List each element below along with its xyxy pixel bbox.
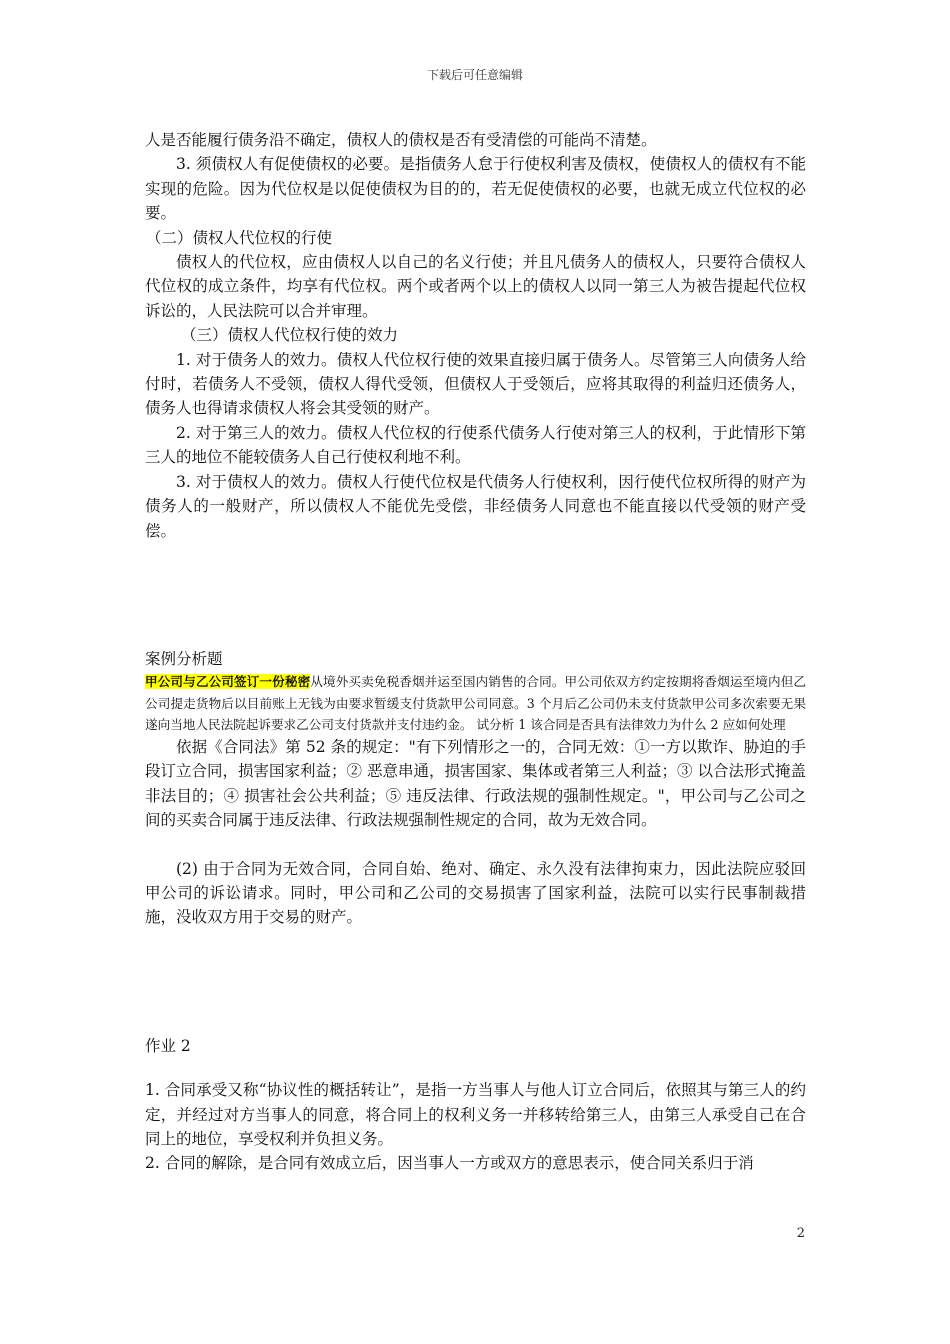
paragraph-exercise: 债权人的代位权，应由债权人以自己的名义行使；并且凡债务人的债权人，只要符合债权人代位权的成立条件，均享有代位权。两个或者两个以上的债权人以同一第三人为被告提起代位权诉讼的，人民法院可以合并审理。 (145, 253, 806, 320)
case-text: 从境外买卖免税香烟并运至国内销售的合同。甲公司依双方约定按期将香烟运至境内但乙公司提走货物后以目前账上无钱为由要求暂缓支付货款甲公司同意。3 个月后乙公司仍未支付货款甲公司多次索要无果遂向当地人民法院起诉要求乙公司支付货款并支付违约金。 试分析 1 该合同是否具有法律效力为什么 2 应如何处理 (145, 674, 807, 732)
section-heading-exercise: （二）债权人代位权的行使 (146, 228, 333, 247)
case-title: 案例分析题 (145, 649, 223, 668)
page-number: 2 (796, 1226, 805, 1241)
homework-title: 作业 2 (145, 1036, 191, 1055)
document-body (145, 128, 806, 1176)
paragraph-effect-third-party: 2. 对于第三人的效力。债权人代位权的行使系代债务人行使对第三人的权利，于此情形下第三人的地位不能较债务人自己行使权利地不利。 (145, 423, 806, 467)
case-highlight: 甲公司与乙公司签订一份秘密 (145, 674, 311, 690)
paragraph-continued: 人是否能履行债务沿不确定，债权人的债权是否有受清偿的可能尚不清楚。 (145, 131, 657, 149)
homework-item-2: 2. 合同的解除，是合同有效成立后，因当事人一方或双方的意思表示，使合同关系归于消 (145, 1154, 754, 1173)
section-heading-effect: （三）债权人代位权行使的效力 (181, 326, 399, 345)
case-description (145, 671, 806, 735)
paragraph-effect-debtor: 1. 对于债务人的效力。债权人代位权行使的效果直接归属于债务人。尽管第三人向债务人给付时，若债务人不受领，债权人得代受领，但债权人于受领后，应将其取得的利益归还债务人，债务人也得请求债权人将会其受领的财产。 (145, 350, 806, 418)
paragraph-effect-creditor: 3. 对于债权人的效力。债权人行使代位权是代债务人行使权利，因行使代位权所得的财产为债务人的一般财产，所以债权人不能优先受偿，非经债务人同意也不能直接以代受领的财产受偿。 (145, 472, 806, 540)
case-answer-1: 依据《合同法》第 52 条的规定："有下列情形之一的，合同无效：①一方以欺诈、胁迫的手段订立合同，损害国家利益；② 恶意串通，损害国家、集体或者第三人利益；③ 以合法形式掩盖非法目的；④ 损害社会公共利益；⑤ 违反法律、行政法规的强制性规定。"，甲公司与乙公司之间的买卖合同属于违反法律、行政法规强制性规定的合同，故为无效合同。 (145, 737, 806, 830)
homework-item-1: 1. 合同承受又称“协议性的概括转让”，是指一方当事人与他人订立合同后，依照其与第三人的约定，并经过对方当事人的同意，将合同上的权利义务一并移转给第三人，由第三人承受自己在合同上的地位，享受权利并负担义务。 (145, 1081, 806, 1148)
case-answer-2: (2) 由于合同为无效合同，合同自始、绝对、确定、永久没有法律拘束力，因此法院应驳回甲公司的诉讼请求。同时，甲公司和乙公司的交易损害了国家利益，法院可以实行民事制裁措施，没收双方用于交易的财产。 (145, 859, 806, 927)
page-header: 下载后可任意编辑 (426, 68, 523, 82)
paragraph-condition-3: 3. 须债权人有促使债权的必要。是指债务人怠于行使权利害及债权，使债权人的债权有不能实现的危险。因为代位权是以促使债权为目的的，若无促使债权的必要，也就无成立代位权的必要。 (145, 155, 806, 223)
